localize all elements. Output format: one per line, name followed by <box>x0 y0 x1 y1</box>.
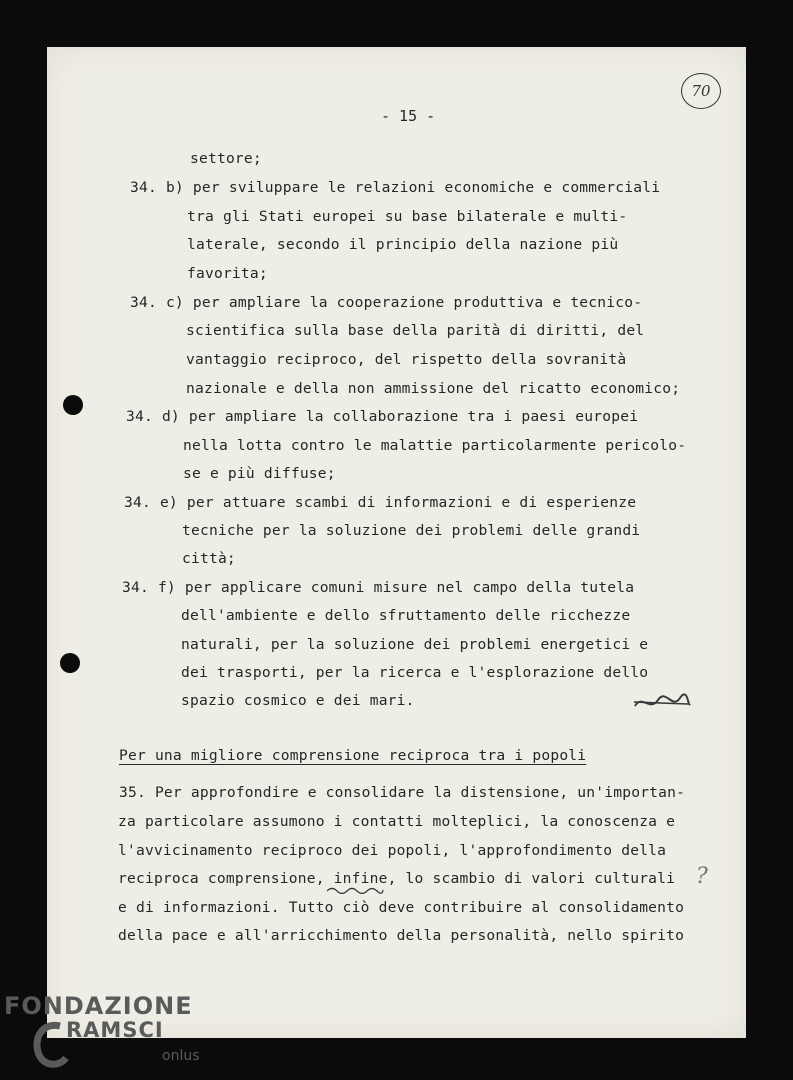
text-line: laterale, secondo il principio della nazione più <box>187 236 619 253</box>
text-line: settore; <box>190 150 262 167</box>
watermark-line3: onlus <box>162 1048 200 1064</box>
text-line: reciproca comprensione, infine, lo scambio di valori culturali <box>118 870 676 887</box>
text-line: se e più diffuse; <box>183 465 336 482</box>
punch-hole <box>63 395 83 415</box>
watermark-line2: RAMSCI <box>66 1018 164 1042</box>
text-line: nazionale e della non ammissione del ricatto economico; <box>186 380 681 397</box>
text-line: dei trasporti, per la ricerca e l'esplorazione dello <box>181 664 649 681</box>
text-line: vantaggio reciproco, del rispetto della sovranità <box>186 351 627 368</box>
margin-question-mark: ? <box>696 864 708 889</box>
text-line: 34. b) per sviluppare le relazioni economiche e commerciali <box>130 179 661 196</box>
scribble-mark <box>632 690 692 714</box>
wavy-underline-mark <box>326 886 384 894</box>
text-line: tecniche per la soluzione dei problemi delle grandi <box>182 522 641 539</box>
text-line: 34. f) per applicare comuni misure nel campo della tutela <box>122 579 635 596</box>
watermark-logo-icon <box>30 1018 70 1074</box>
text-line: tra gli Stati europei su base bilaterale e multi- <box>187 208 628 225</box>
text-line: nella lotta contro le malattie particolarmente pericolo- <box>183 437 687 454</box>
page-number: - 15 - <box>381 107 436 125</box>
text-line: città; <box>182 550 236 567</box>
archive-number <box>681 73 721 109</box>
archive-number-text: 70 <box>691 82 711 100</box>
text-line: 34. e) per attuare scambi di informazioni e di esperienze <box>124 494 637 511</box>
text-line: 35. Per approfondire e consolidare la distensione, un'importan- <box>119 784 686 801</box>
text-line: naturali, per la soluzione dei problemi energetici e <box>181 636 649 653</box>
text-line: za particolare assumono i contatti molteplici, la conoscenza e <box>118 813 676 830</box>
text-line: e di informazioni. Tutto ciò deve contribuire al consolidamento <box>118 899 685 916</box>
punch-hole <box>60 653 80 673</box>
watermark-line1: FONDAZIONE <box>4 992 193 1020</box>
text-line: della pace e all'arricchimento della personalità, nello spirito <box>118 927 685 944</box>
text-line: scientifica sulla base della parità di diritti, del <box>186 322 645 339</box>
text-line: 34. c) per ampliare la cooperazione produttiva e tecnico- <box>130 294 643 311</box>
text-line: spazio cosmico e dei mari. <box>181 692 415 709</box>
text-line: 34. d) per ampliare la collaborazione tra i paesi europei <box>126 408 639 425</box>
text-line: favorita; <box>187 265 268 282</box>
text-line: dell'ambiente e dello sfruttamento delle ricchezze <box>181 607 631 624</box>
section-heading: Per una migliore comprensione reciproca tra i popoli <box>119 747 587 764</box>
text-line: l'avvicinamento reciproco dei popoli, l'approfondimento della <box>118 842 667 859</box>
